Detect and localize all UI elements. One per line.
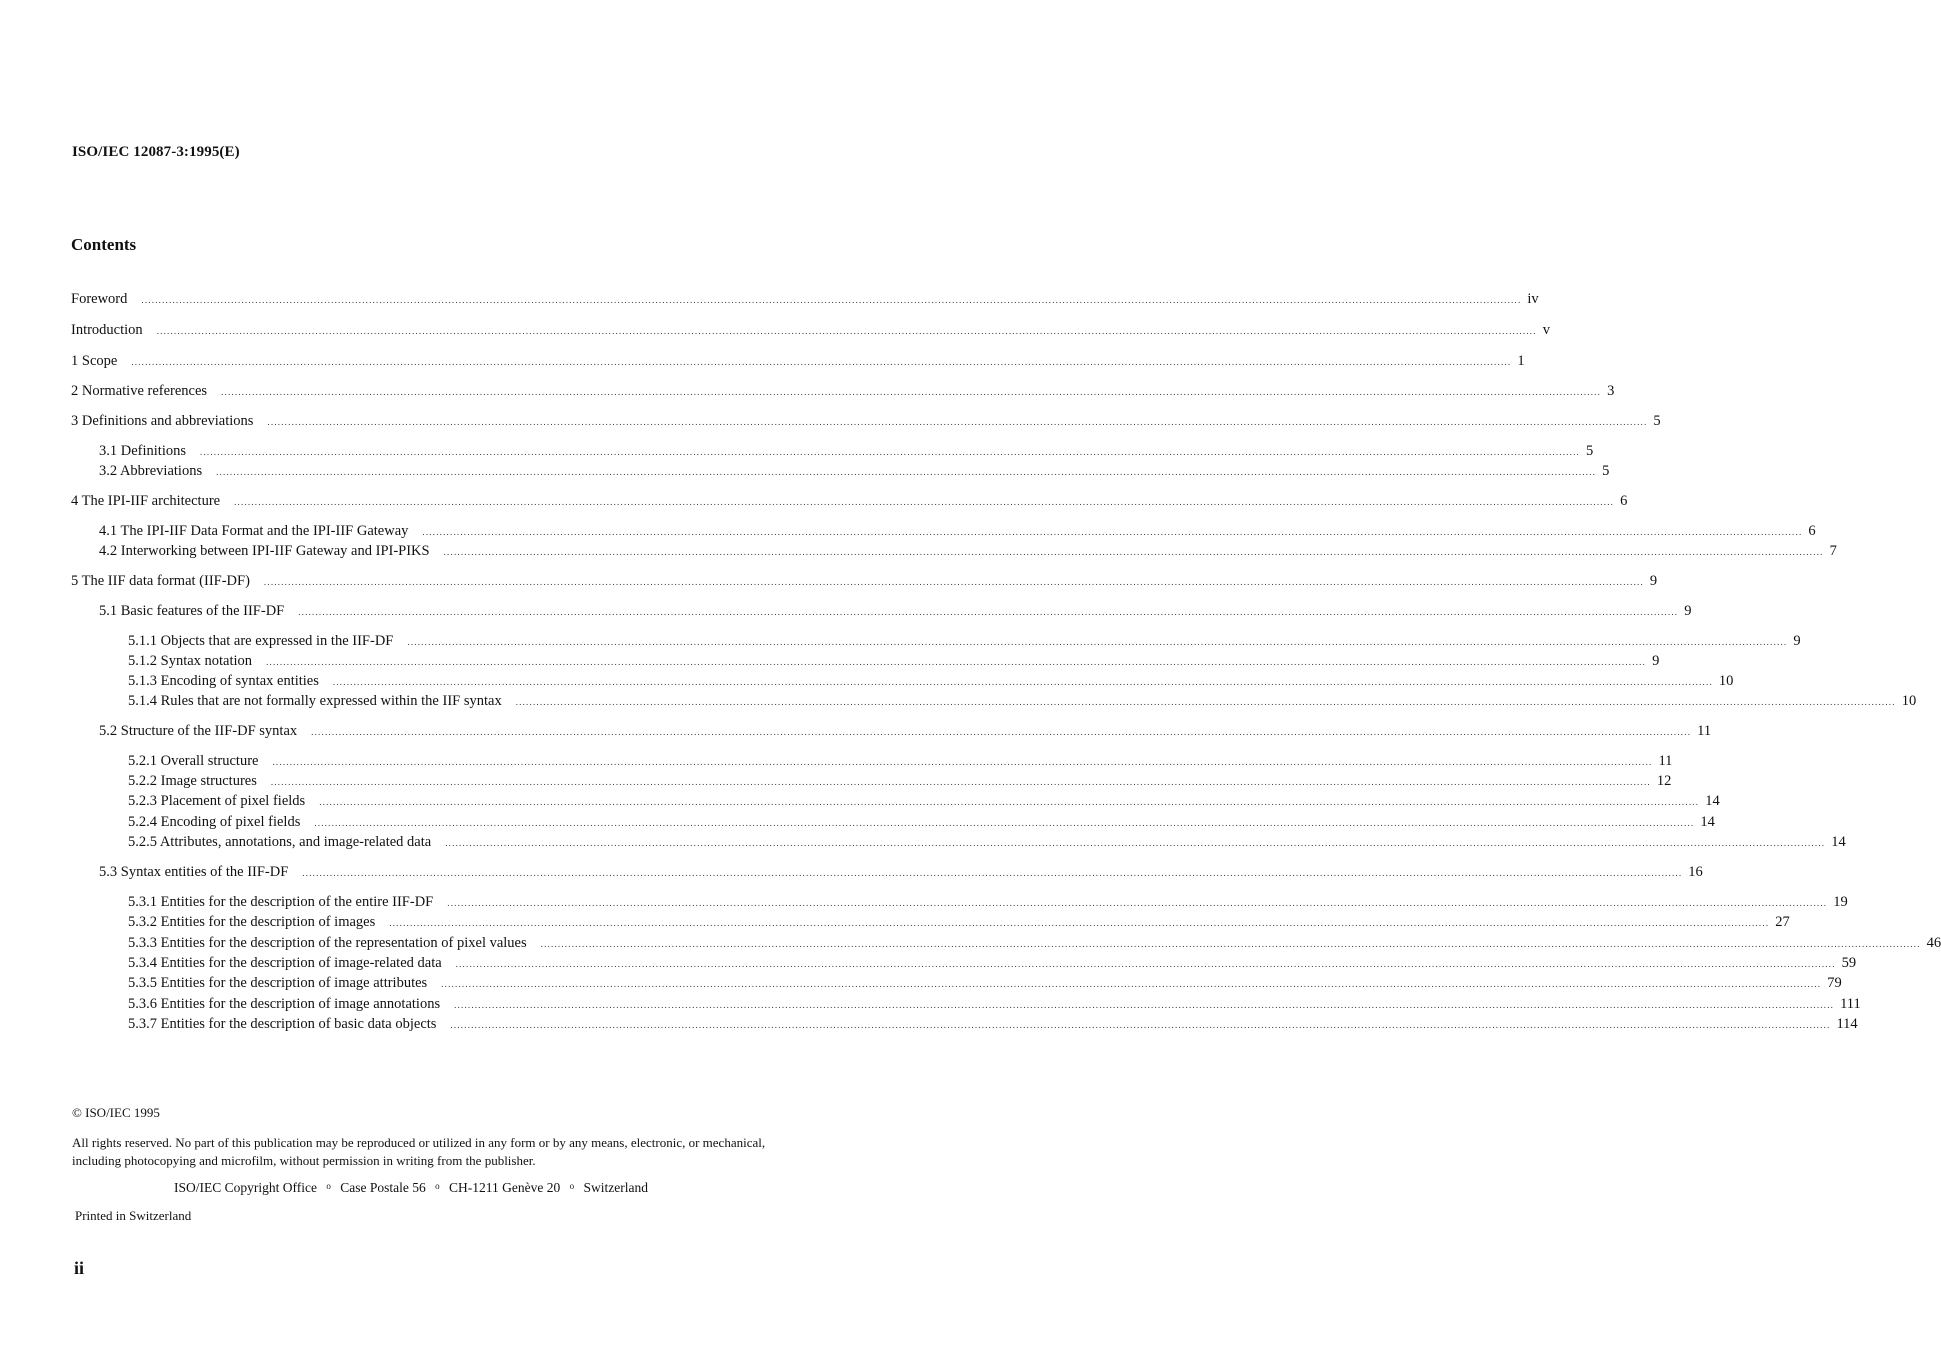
- toc-dot-leader: ................................................................................................................................................................................................................................................................................................................................................................................................................: [332, 677, 1713, 687]
- toc-entry-title: 4.1 The IPI-IIF Data Format and the IPI-IIF Gateway: [99, 523, 409, 539]
- toc-entry: [128, 813, 1715, 832]
- toc-entry: [99, 522, 1816, 541]
- toc-entry-page: 11: [1697, 723, 1712, 739]
- toc-entry: [128, 692, 1917, 711]
- toc-entry-page: 9: [1652, 653, 1660, 669]
- toc-dot-leader: ................................................................................................................................................................................................................................................................................................................................................................................................................: [407, 637, 1788, 647]
- toc-entry-page: 59: [1841, 955, 1857, 971]
- address-postbox: Case Postale 56: [340, 1180, 426, 1195]
- toc-dot-leader: ................................................................................................................................................................................................................................................................................................................................................................................................................: [302, 868, 1683, 878]
- toc-entry: [99, 442, 1594, 461]
- toc-entry-page: 5: [1602, 463, 1610, 479]
- toc-dot-leader: ................................................................................................................................................................................................................................................................................................................................................................................................................: [540, 939, 1921, 949]
- toc-dot-leader: ................................................................................................................................................................................................................................................................................................................................................................................................................: [455, 959, 1836, 969]
- toc-dot-leader: ................................................................................................................................................................................................................................................................................................................................................................................................................: [200, 447, 1580, 457]
- page-number: ii: [74, 1258, 85, 1278]
- contents-heading: Contents: [71, 235, 137, 254]
- toc-dot-leader: ................................................................................................................................................................................................................................................................................................................................................................................................................: [443, 547, 1824, 557]
- toc-entry-title: 5.3.3 Entities for the description of the representation of pixel values: [128, 935, 527, 951]
- toc-entry: [128, 995, 1861, 1014]
- address-country: Switzerland: [583, 1180, 648, 1195]
- toc-entry: [99, 722, 1712, 741]
- toc-entry: [71, 290, 1539, 309]
- toc-dot-leader: ................................................................................................................................................................................................................................................................................................................................................................................................................: [441, 979, 1822, 989]
- toc-entry-title: 5.1.1 Objects that are expressed in the IIF-DF: [128, 633, 394, 649]
- toc-entry: [128, 913, 1790, 932]
- toc-entry-title: 5.3.2 Entities for the description of images: [128, 914, 376, 930]
- toc-entry-title: 5.3.7 Entities for the description of basic data objects: [128, 1016, 437, 1032]
- toc-entry-title: 5.3.1 Entities for the description of the entire IIF-DF: [128, 894, 434, 910]
- toc-entry-title: 5.3 Syntax entities of the IIF-DF: [99, 864, 289, 880]
- toc-entry-page: 14: [1700, 814, 1715, 830]
- toc-entry-page: 27: [1775, 914, 1790, 930]
- toc-entry-page: 10: [1901, 693, 1917, 709]
- toc-entry-title: 3 Definitions and abbreviations: [71, 413, 254, 429]
- toc-entry-title: 5.1.4 Rules that are not formally expressed within the IIF syntax: [128, 693, 502, 709]
- address-separator: o: [569, 1181, 575, 1191]
- toc-entry: [128, 632, 1801, 651]
- toc-entry: [128, 833, 1846, 852]
- toc-entry-title: 5.2.1 Overall structure: [128, 753, 259, 769]
- toc-entry-title: 3.2 Abbreviations: [99, 463, 203, 479]
- toc-dot-leader: ................................................................................................................................................................................................................................................................................................................................................................................................................: [422, 527, 1803, 537]
- toc-entry: [128, 672, 1734, 691]
- toc-entry-title: 5.2.4 Encoding of pixel fields: [128, 814, 301, 830]
- toc-dot-leader: ................................................................................................................................................................................................................................................................................................................................................................................................................: [234, 497, 1615, 507]
- toc-entry-page: 5: [1653, 413, 1661, 429]
- toc-entry-page: 114: [1836, 1016, 1858, 1032]
- toc-dot-leader: ................................................................................................................................................................................................................................................................................................................................................................................................................: [450, 1020, 1831, 1030]
- toc-entry-title: 5.2.3 Placement of pixel fields: [128, 793, 306, 809]
- address-city: CH-1211 Genève 20: [448, 1180, 561, 1195]
- toc-entry: [128, 772, 1672, 791]
- toc-entry-page: iv: [1527, 291, 1539, 307]
- toc-entry-title: 5 The IIF data format (IIF-DF): [71, 573, 250, 589]
- toc-entry-title: 4 The IPI-IIF architecture: [71, 493, 221, 509]
- toc-entry: [128, 893, 1848, 912]
- toc-entry-page: 6: [1620, 493, 1628, 509]
- toc-entry-page: 9: [1793, 633, 1801, 649]
- toc-entry: [71, 412, 1661, 431]
- toc-entry-title: 5.3.4 Entities for the description of image-related data: [128, 955, 442, 971]
- toc-entry-page: 111: [1840, 996, 1861, 1012]
- toc-entry-page: v: [1542, 322, 1550, 338]
- toc-entry: [71, 382, 1615, 401]
- toc-entry: [71, 321, 1550, 340]
- toc-entry-page: 12: [1656, 773, 1672, 789]
- toc-entry: [128, 974, 1842, 993]
- toc-dot-leader: ................................................................................................................................................................................................................................................................................................................................................................................................................: [298, 607, 1679, 617]
- toc-dot-leader: ................................................................................................................................................................................................................................................................................................................................................................................................................: [319, 797, 1700, 807]
- toc-entry-title: 4.2 Interworking between IPI-IIF Gateway and IPI-PIKS: [99, 543, 430, 559]
- toc-entry-page: 1: [1517, 353, 1525, 369]
- copyright-notice: © ISO/IEC 1995: [72, 1105, 160, 1120]
- toc-dot-leader: ................................................................................................................................................................................................................................................................................................................................................................................................................: [445, 838, 1826, 848]
- toc-entry-title: 2 Normative references: [71, 383, 208, 399]
- toc-entry-page: 79: [1827, 975, 1842, 991]
- toc-dot-leader: ................................................................................................................................................................................................................................................................................................................................................................................................................: [311, 727, 1692, 737]
- toc-entry-title: 3.1 Definitions: [99, 443, 186, 459]
- toc-entry: [99, 863, 1703, 882]
- toc-entry-page: 9: [1649, 573, 1658, 589]
- toc-entry: [71, 572, 1658, 591]
- toc-entry-title: 5.3.5 Entities for the description of image attributes: [128, 975, 428, 991]
- toc-entry: [128, 652, 1660, 671]
- toc-entry-title: 5.1 Basic features of the IIF-DF: [99, 603, 285, 619]
- toc-entry-page: 6: [1808, 523, 1816, 539]
- toc-entry-title: 5.2.2 Image structures: [128, 773, 257, 789]
- printed-in-note: Printed in Switzerland: [75, 1208, 192, 1223]
- toc-entry: [128, 954, 1857, 973]
- toc-dot-leader: ................................................................................................................................................................................................................................................................................................................................................................................................................: [515, 697, 1896, 707]
- toc-dot-leader: ................................................................................................................................................................................................................................................................................................................................................................................................................: [454, 1000, 1835, 1010]
- rights-statement: All rights reserved. No part of this publication may be reproduced or utilized in any form or by any means, electronic, or mechanical, including photocopying and microfilm, without permission in writing from the publisher.: [72, 1135, 766, 1168]
- toc-dot-leader: ................................................................................................................................................................................................................................................................................................................................................................................................................: [266, 657, 1647, 667]
- toc-entry-title: 5.2 Structure of the IIF-DF syntax: [99, 723, 298, 739]
- toc-dot-leader: ................................................................................................................................................................................................................................................................................................................................................................................................................: [447, 898, 1828, 908]
- toc-entry: [71, 492, 1628, 511]
- toc-entry-title: 5.1.2 Syntax notation: [128, 653, 253, 669]
- toc-entry-page: 19: [1833, 894, 1848, 910]
- toc-dot-leader: ................................................................................................................................................................................................................................................................................................................................................................................................................: [314, 818, 1695, 828]
- toc-dot-leader: ................................................................................................................................................................................................................................................................................................................................................................................................................: [131, 357, 1512, 367]
- toc-entry-page: 16: [1688, 864, 1703, 880]
- publisher-address: [174, 1180, 648, 1196]
- toc-entry-page: 10: [1718, 673, 1734, 689]
- toc-dot-leader: ................................................................................................................................................................................................................................................................................................................................................................................................................: [263, 577, 1644, 587]
- toc-entry-title: 5.2.5 Attributes, annotations, and image-related data: [128, 834, 432, 850]
- toc-entry: [128, 792, 1720, 811]
- toc-dot-leader: ................................................................................................................................................................................................................................................................................................................................................................................................................: [141, 295, 1522, 305]
- toc-entry: [128, 934, 1941, 953]
- toc-entry: [99, 542, 1837, 561]
- toc-entry-page: 9: [1684, 603, 1692, 619]
- address-separator: o: [326, 1181, 331, 1191]
- toc-entry-title: Foreword: [71, 291, 128, 307]
- toc-entry-page: 7: [1829, 543, 1837, 559]
- toc-entry: [99, 602, 1692, 621]
- toc-entry-page: 14: [1705, 793, 1720, 809]
- toc-entry-page: 46: [1926, 935, 1941, 951]
- toc-entry: [71, 352, 1525, 371]
- toc-entry-title: 5.3.6 Entities for the description of image annotations: [128, 996, 441, 1012]
- toc-dot-leader: ................................................................................................................................................................................................................................................................................................................................................................................................................: [272, 757, 1653, 767]
- toc-dot-leader: ................................................................................................................................................................................................................................................................................................................................................................................................................: [216, 467, 1597, 477]
- toc-entry: [128, 752, 1673, 771]
- address-office: ISO/IEC Copyright Office: [174, 1180, 317, 1195]
- toc-entry: [128, 1015, 1858, 1034]
- toc-entry-page: 3: [1607, 383, 1615, 399]
- toc-dot-leader: ................................................................................................................................................................................................................................................................................................................................................................................................................: [156, 326, 1537, 336]
- toc-entry-page: 5: [1586, 443, 1594, 459]
- toc-entry-title: 5.1.3 Encoding of syntax entities: [128, 673, 319, 689]
- toc-dot-leader: ................................................................................................................................................................................................................................................................................................................................................................................................................: [221, 387, 1602, 397]
- toc-dot-leader: ................................................................................................................................................................................................................................................................................................................................................................................................................: [270, 777, 1651, 787]
- address-separator: o: [435, 1181, 440, 1191]
- toc-dot-leader: ................................................................................................................................................................................................................................................................................................................................................................................................................: [389, 918, 1770, 928]
- toc-entry-page: 14: [1831, 834, 1846, 850]
- toc-entry-page: 11: [1658, 753, 1673, 769]
- toc-entry: [99, 462, 1610, 481]
- toc-dot-leader: ................................................................................................................................................................................................................................................................................................................................................................................................................: [267, 417, 1648, 427]
- toc-entry-title: 1 Scope: [71, 353, 118, 369]
- toc-entry-title: Introduction: [71, 322, 143, 338]
- document-identifier: ISO/IEC 12087-3:1995(E): [72, 144, 240, 160]
